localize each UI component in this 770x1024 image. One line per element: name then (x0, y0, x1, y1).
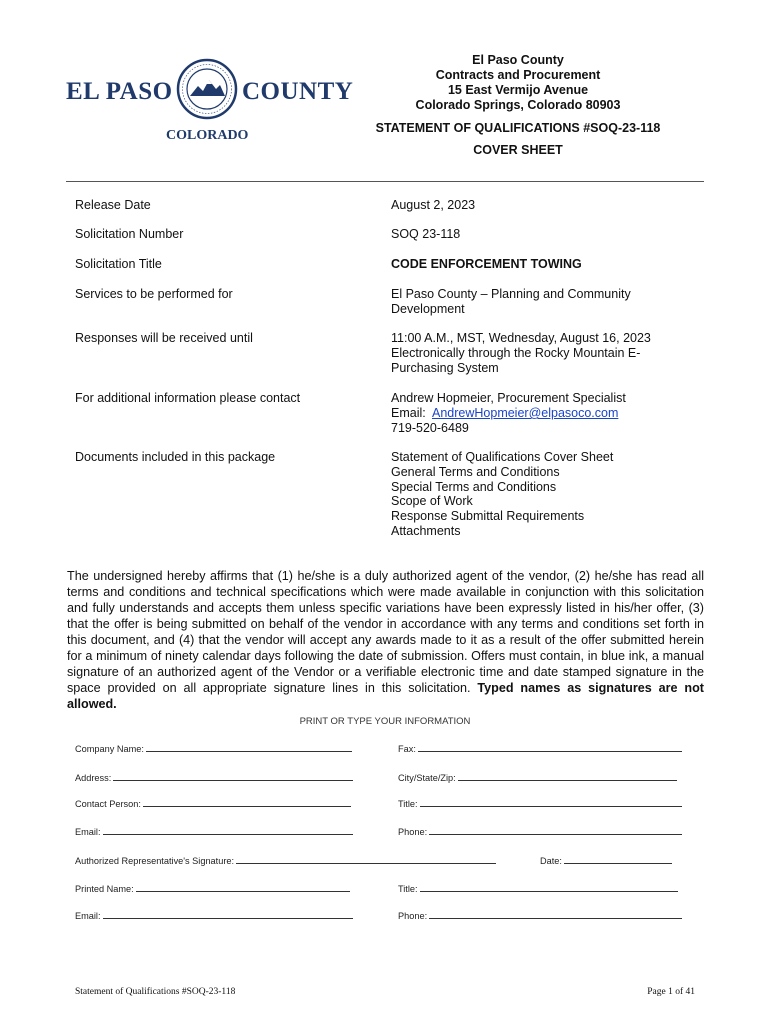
email2-field[interactable] (75, 910, 353, 921)
company-name-label: Company Name: (75, 744, 144, 754)
address-field[interactable] (75, 772, 353, 783)
release-date-value: August 2, 2023 (391, 198, 476, 212)
fax-field[interactable] (398, 743, 682, 754)
solicitation-title-value: CODE ENFORCEMENT TOWING (391, 257, 582, 271)
address-line[interactable] (113, 772, 353, 781)
date-label: Date: (540, 856, 562, 866)
logo-word-el-paso: EL PASO (66, 78, 173, 105)
printed-name-label: Printed Name: (75, 884, 134, 894)
document-title: STATEMENT OF QUALIFICATIONS #SOQ-23-118 (375, 121, 661, 135)
city-address: Colorado Springs, Colorado 80903 (415, 98, 621, 112)
printed-name-line[interactable] (136, 883, 350, 892)
auth-signature-field[interactable] (75, 855, 496, 866)
affirmation-text: The undersigned hereby affirms that (1) he/she is a duly authorized agent of the vendor, (2) he/she has read all terms and conditions and technical specifications which were made available in conjunction with this solicitation and fully understands and accepts them unless specific variations have been expressly listed in his/her offer, (3) that the offer is being submitted on behalf of the vendor in accordance with any terms and conditions set forth in this document, and (4) that the vendor will accept any awards made to it as a result of the offer submitted herein for a minimum of ninety calendar days following the date of submission. Offers must contain, in blue ink, a manual signature of an authorized agent of the Vendor or a verifiable electronic time and date stamped signature in the space provided on all appropriate signature lines in this solicitation. (67, 569, 704, 695)
form-heading: PRINT OR TYPE YOUR INFORMATION (299, 716, 471, 727)
solicitation-number-label: Solicitation Number (75, 227, 184, 241)
date-field[interactable] (540, 855, 672, 866)
fax-label: Fax: (398, 744, 416, 754)
documents-item: Special Terms and Conditions (391, 480, 557, 494)
street-address: 15 East Vermijo Avenue (447, 83, 589, 97)
phone2-label: Phone: (398, 911, 428, 921)
logo-word-county: COUNTY (242, 78, 354, 105)
documents-item: Scope of Work (391, 494, 473, 508)
company-name-field[interactable] (75, 743, 352, 754)
city-state-zip-field[interactable] (398, 772, 677, 783)
documents-item: General Terms and Conditions (391, 465, 560, 479)
title-line[interactable] (420, 798, 682, 807)
title2-line[interactable] (420, 883, 678, 892)
dept-name: Contracts and Procurement (435, 68, 601, 82)
address-label: Address: (75, 773, 112, 783)
responses-label: Responses will be received until (75, 331, 253, 345)
title2-field[interactable] (398, 883, 678, 894)
header-divider (66, 181, 704, 182)
contact-email-row (391, 406, 691, 421)
logo-state: COLORADO (166, 128, 249, 143)
contact-name: Andrew Hopmeier, Procurement Specialist (391, 391, 626, 405)
city-state-zip-label: City/State/Zip: (398, 773, 456, 783)
phone-label: Phone: (398, 827, 428, 837)
title-field[interactable] (398, 798, 682, 809)
affirmation-paragraph (67, 568, 704, 712)
contact-email-prefix: Email: (391, 406, 426, 420)
affirmation-bold-note: Typed names as signatures are not allowed. (67, 681, 704, 711)
phone-line[interactable] (429, 826, 682, 835)
services-value-line1: El Paso County – Planning and Community (391, 287, 631, 301)
fax-line[interactable] (418, 743, 682, 752)
contact-email-link[interactable]: AndrewHopmeier@elpasoco.com (432, 406, 619, 420)
title-label: Title: (398, 799, 418, 809)
org-name: El Paso County (472, 53, 564, 67)
contact-person-label: Contact Person: (75, 799, 141, 809)
city-state-zip-line[interactable] (458, 772, 677, 781)
responses-value-line2: Electronically through the Rocky Mountain E- (391, 346, 641, 360)
printed-name-field[interactable] (75, 883, 350, 894)
responses-value-line1: 11:00 A.M., MST, Wednesday, August 16, 2023 (391, 331, 651, 345)
auth-signature-line[interactable] (236, 855, 496, 864)
phone2-field[interactable] (398, 910, 682, 921)
phone2-line[interactable] (429, 910, 682, 919)
documents-label: Documents included in this package (75, 450, 276, 464)
documents-item: Statement of Qualifications Cover Sheet (391, 450, 614, 464)
title2-label: Title: (398, 884, 418, 894)
release-date-label: Release Date (75, 198, 151, 212)
email-field[interactable] (75, 826, 353, 837)
documents-item: Attachments (391, 524, 461, 538)
contact-person-field[interactable] (75, 798, 351, 809)
solicitation-number-value: SOQ 23-118 (391, 227, 461, 241)
email-label: Email: (75, 827, 101, 837)
county-seal-icon (176, 58, 238, 120)
email-line[interactable] (103, 826, 353, 835)
phone-field[interactable] (398, 826, 682, 837)
responses-value-line3: Purchasing System (391, 361, 499, 375)
services-label: Services to be performed for (75, 287, 233, 301)
contact-label: For additional information please contact (75, 391, 301, 405)
footer-document-id: Statement of Qualifications #SOQ-23-118 (75, 987, 236, 997)
solicitation-title-label: Solicitation Title (75, 257, 162, 271)
county-logo (66, 58, 354, 148)
contact-phone: 719-520-6489 (391, 421, 469, 435)
documents-item: Response Submittal Requirements (391, 509, 585, 523)
services-value-line2: Development (391, 302, 465, 316)
company-name-line[interactable] (146, 743, 352, 752)
footer-page-number: Page 1 of 41 (647, 987, 695, 997)
email2-line[interactable] (103, 910, 353, 919)
document-subtitle: COVER SHEET (473, 143, 563, 157)
date-line[interactable] (564, 855, 672, 864)
auth-signature-label: Authorized Representative's Signature: (75, 856, 235, 866)
contact-person-line[interactable] (143, 798, 351, 807)
email2-label: Email: (75, 911, 101, 921)
